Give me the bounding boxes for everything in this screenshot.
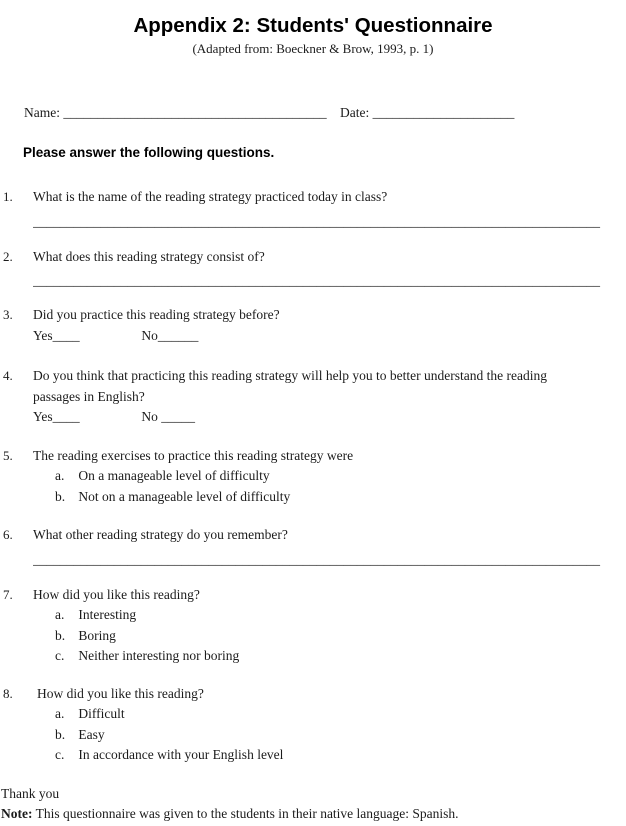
question-number: 5. (3, 447, 13, 463)
answer-line: ____________________________________________________________________________________ (33, 213, 600, 229)
question-text: What is the name of the reading strategy practiced today in class? (33, 189, 388, 204)
option-marker: a. (55, 607, 65, 622)
page-title: Appendix 2: Students' Questionnaire (133, 14, 493, 37)
thanks-text: Thank you (1, 785, 60, 801)
question-8 (0, 684, 626, 766)
question-7 (0, 585, 626, 667)
option-item (33, 704, 601, 725)
question-number: 3. (3, 307, 13, 322)
question-4 (0, 366, 626, 428)
option-text: Neither interesting nor boring (78, 648, 240, 663)
question-number: 4. (3, 368, 13, 383)
question-text: Did you practice this reading strategy before? (33, 307, 280, 322)
yes-field: Yes____ (33, 327, 80, 343)
option-marker: c. (55, 648, 65, 663)
option-text: Boring (78, 627, 116, 643)
question-text: How did you like this reading? (33, 586, 200, 602)
yes-field: Yes____ (33, 409, 80, 424)
yes-no-row (33, 326, 601, 347)
question-list (0, 187, 626, 766)
name-blank-line: _______________________________________ (63, 105, 327, 120)
option-item (33, 605, 601, 626)
question-3 (0, 305, 626, 346)
name-label: Name: (24, 105, 60, 120)
option-marker: c. (55, 747, 65, 762)
page-footer (1, 784, 626, 825)
question-number: 2. (3, 248, 13, 264)
date-blank-line: _____________________ (372, 105, 515, 120)
question-5 (0, 446, 626, 508)
option-marker: a. (55, 468, 65, 483)
option-marker: b. (55, 488, 66, 504)
question-text: What other reading strategy do you remember? (33, 527, 288, 542)
question-number: 8. (3, 685, 13, 701)
question-6 (0, 525, 626, 572)
note-label: Note: (1, 806, 33, 821)
option-text: Interesting (78, 607, 137, 622)
page-subtitle: (Adapted from: Boeckner & Brow, 1993, p. 1) (192, 41, 434, 56)
no-field: No _____ (141, 409, 195, 424)
answer-line: ____________________________________________________________________________________ (33, 273, 600, 288)
question-2 (0, 247, 626, 294)
no-field: No______ (141, 327, 199, 343)
question-1 (0, 187, 626, 234)
option-text: Difficult (78, 706, 125, 721)
date-label: Date: (340, 105, 370, 120)
answer-line: ____________________________________________________________________________________ (33, 551, 600, 567)
option-item (33, 725, 601, 746)
question-text-line-2: passages in English? (33, 388, 145, 404)
option-text: Easy (78, 726, 105, 742)
option-marker: a. (55, 706, 65, 721)
question-text: How did you like this reading? (37, 685, 204, 701)
option-item (33, 626, 601, 647)
question-number: 7. (3, 586, 13, 602)
instructions-text: Please answer the following questions. (23, 145, 275, 160)
note-line (1, 804, 626, 825)
name-date-row (24, 103, 626, 123)
option-text: In accordance with your English level (78, 747, 284, 762)
question-number: 1. (3, 189, 13, 204)
question-text: What does this reading strategy consist of? (33, 248, 265, 264)
note-text: This questionnaire was given to the students in their native language: Spanish. (32, 806, 459, 821)
option-item (33, 466, 601, 487)
option-text: Not on a manageable level of difficulty (78, 488, 291, 504)
question-text: The reading exercises to practice this reading strategy were (33, 447, 354, 463)
option-item (33, 745, 601, 766)
option-item (33, 646, 601, 667)
question-text-line-1: Do you think that practicing this reading strategy will help you to better understand the reading (33, 368, 547, 383)
option-item (33, 487, 601, 508)
option-marker: b. (55, 726, 66, 742)
option-text: On a manageable level of difficulty (78, 468, 270, 483)
yes-no-row (33, 407, 601, 428)
question-number: 6. (3, 527, 13, 542)
option-marker: b. (55, 627, 66, 643)
